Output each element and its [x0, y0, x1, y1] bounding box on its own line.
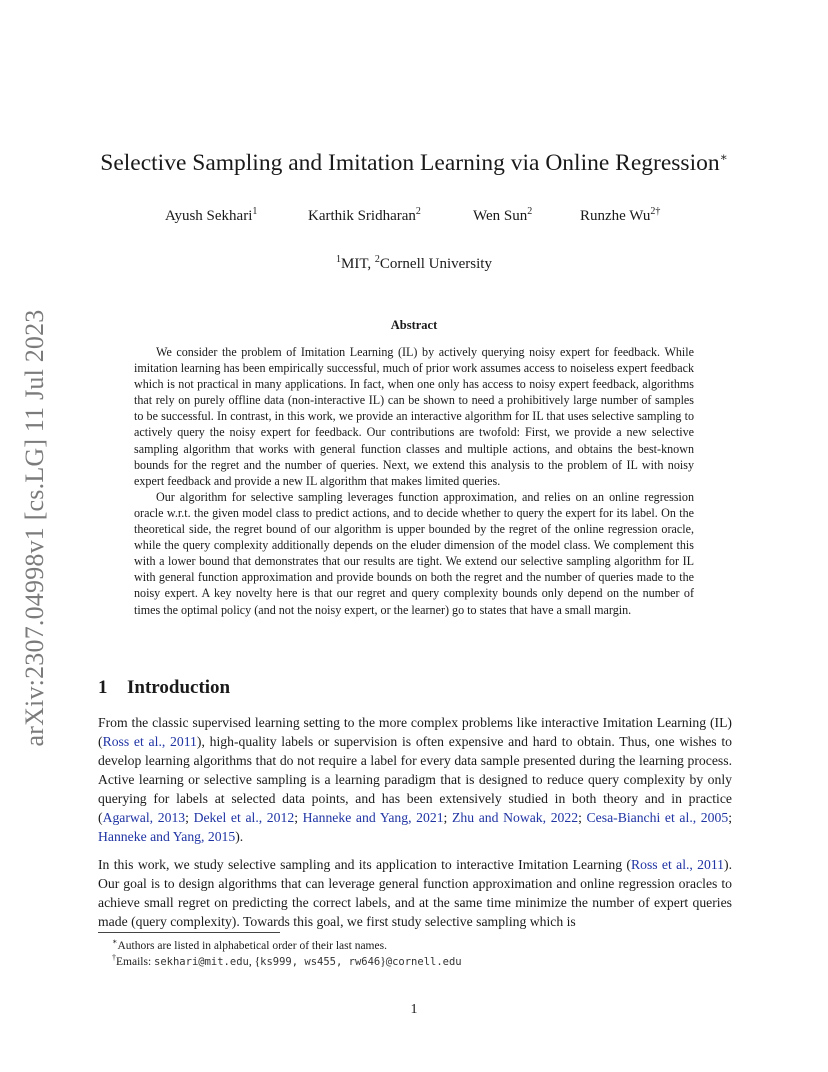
email-domain: @cornell.edu [385, 956, 462, 968]
email-address: ks999, ws455, rw646 [260, 956, 381, 968]
page-number: 1 [410, 1002, 418, 1017]
author-3: Wen Sun$^2$ [473, 206, 533, 224]
citation-link[interactable]: Cesa-Bianchi et al., 2005 [586, 810, 729, 825]
affiliations: $^1$MIT, $^2$Cornell University [336, 254, 492, 272]
author-2: Karthik Sridharan$^2$ [308, 206, 421, 224]
body-paragraph: In this work, we study selective sampling and its application to interactive Imitation Learning (Ross et al., 2011). Our goal is to design algorithms that can leverage general function approximation and online regression oracles to achieve small regret on predicting the correct labels, and at the same time minimize the number of expert queries made (query complexity). Towards this goal, we first study selective sampling which is [98, 857, 733, 929]
paper-title [0, 150, 828, 177]
email-address: sekhari@mit.edu [154, 956, 249, 968]
abstract-body [134, 344, 694, 618]
footnote-2: †Emails: sekhari@mit.edu, {ks999, ws455, rw646}@cornell.edu [112, 953, 462, 968]
citation-link[interactable]: Agarwal, 2013 [102, 810, 186, 825]
arxiv-identifier: arXiv:2307.04998v1 [cs.LG] 11 Jul 2023 [20, 309, 49, 747]
author-4: Runzhe $Wu^{2\dagger}$ [580, 206, 661, 224]
title-footnote-mark: ∗ [719, 150, 728, 164]
section-heading [98, 677, 230, 699]
author-list [0, 206, 828, 228]
section-title: Introduction [127, 677, 231, 698]
abstract-paragraph: Our algorithm for selective sampling leverages function approximation, and relies on an online regression oracle w.r.t. the given model class to predict actions, and to decide whether to query the expert for its label. On the theoretical side, the regret bound of our algorithm is upper bounded by the regret of the online regression oracle, while the query complexity additionally depends on the eluder dimension of the model class. We complement this with a lower bound that demonstrates that our results are tight. We extend our selective sampling algorithm for IL with general function approximation and provide bounds on both the regret and the number of queries made to the noisy expert. A key novelty here is that our regret and query complexity bounds only depend on the number of times the optimal policy (and not the noisy expert, or the learner) go to states that have a small margin. [134, 489, 694, 617]
abstract-heading: Abstract [390, 318, 438, 332]
introduction-body [98, 713, 732, 940]
footnote-1: ∗Authors are listed in alphabetical order of their last names. [112, 937, 387, 952]
citation-link[interactable]: Hanneke and Yang, 2021 [302, 810, 444, 825]
citation-link[interactable]: Ross et al., 2011 [102, 734, 197, 749]
section-number: 1 [98, 677, 108, 698]
citation-link[interactable]: Zhu and Nowak, 2022 [452, 810, 579, 825]
author-1: Ayush Sekhari$^1$ [165, 206, 258, 224]
footnote-rule [98, 932, 280, 933]
citation-link[interactable]: Ross et al., 2011 [630, 857, 725, 872]
abstract-paragraph: We consider the problem of Imitation Learning (IL) by actively querying noisy expert for feedback. While imitation learning has been empirically successful, much of prior work assumes access to noiseless expert feedback which is not practical in many applications. In fact, when one only has access to noisy expert feedback, algorithms that rely on purely offline data (non-interactive IL) can be shown to need a prohibitively large number of samples to be successful. In contrast, in this work, we provide an interactive algorithm for IL that uses selective sampling to actively query the noisy expert for feedback. Our contributions are twofold: First, we provide a new selective sampling algorithm that works with general function classes and multiple actions, and obtains the best-known bounds for the regret and the number of queries. Next, we extend this analysis to the problem of IL with noisy expert feedback and provide a new IL algorithm that makes limited queries. [134, 345, 694, 488]
title-text: Selective Sampling and Imitation Learning via Online Regression [100, 150, 720, 176]
body-paragraph: From the classic supervised learning setting to the more complex problems like interactive Imitation Learning (IL) (Ross et al., 2011), high-quality labels or supervision is often expensive and hard to obtain. Thus, one wishes to develop learning algorithms that do not require a label for every data sample presented during the learning process. Active learning or selective sampling is a learning paradigm that is designed to reduce query complexity by only querying for labels at selected data points, and has been extensively studied in both theory and in practice (Agarwal, 2013; Dekel et al., 2012; Hanneke and Yang, 2021; Zhu and Nowak, 2022; Cesa-Bianchi et al., 2005; Hanneke and Yang, 2015). [98, 715, 732, 844]
citation-link[interactable]: Dekel et al., 2012 [193, 810, 295, 825]
citation-link[interactable]: Hanneke and Yang, 2015 [98, 829, 236, 844]
